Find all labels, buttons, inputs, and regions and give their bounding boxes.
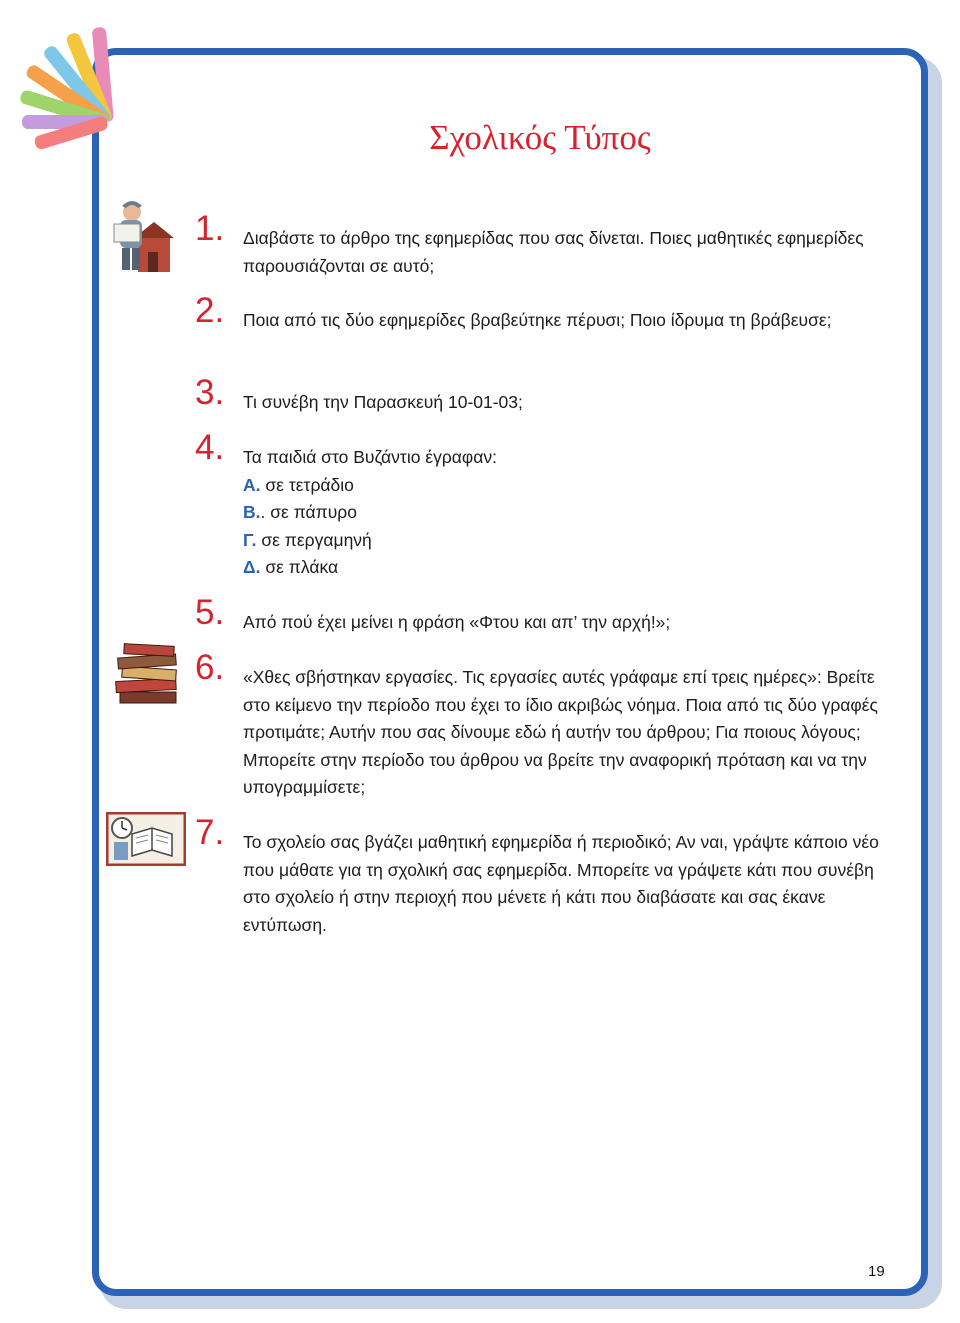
- question-number: 7.: [195, 813, 225, 852]
- option-a: Α. σε τετράδιο: [243, 474, 354, 495]
- reading-man-icon: [108, 196, 178, 276]
- question-number: 3.: [195, 373, 225, 412]
- question-6: [195, 648, 885, 802]
- question-number: 1.: [195, 209, 225, 248]
- question-1: [195, 209, 885, 280]
- question-text: Από πού έχει μείνει η φράση «Φτου και απ’ την αρχή!»;: [243, 612, 671, 632]
- question-text: Το σχολείο σας βγάζει μαθητική εφημερίδα ή περιοδικό; Αν ναι, γράψτε κάποιο νέο που μάθατε για τη σχολική σας εφημερίδα. Μπορείτε να γράψετε κάτι που συνέβη στο σχολείο ή στην περιοχή που μένετε ή κάτι που διαβάσατε και σας έκανε εντύπωση.: [243, 832, 879, 935]
- question-number: 6.: [195, 648, 225, 687]
- page-title: Σχολικός Τύπος: [429, 118, 651, 157]
- clock-book-icon: [106, 812, 186, 866]
- question-text: Τα παιδιά στο Βυζάντιο έγραφαν:: [243, 447, 497, 467]
- option-c: Γ. σε περγαμηνή: [243, 529, 372, 550]
- question-text: Τι συνέβη την Παρασκευή 10-01-03;: [243, 392, 523, 412]
- book-stack-icon: [112, 642, 184, 706]
- question-number: 4.: [195, 428, 225, 467]
- option-b: Β.. σε πάπυρο: [243, 502, 357, 522]
- question-3: [195, 373, 885, 417]
- question-text: «Χθες σβήστηκαν εργασίες. Τις εργασίες αυτές γράφαμε επί τρεις ημέρες»: Βρείτε στο κείμενο την περίοδο που έχει το ίδιο ακριβώς νόημα. Ποια από τις δύο γραφές προτιμάτε; Αυτήν που σας δίνουμε εδώ ή αυτήν του άρθρου; Για ποιους λόγους; Μπορείτε στην περίοδο του άρθρου να βρείτε την αναφορική πρόταση και να την υπογραμμίσετε;: [243, 667, 878, 797]
- question-4: [195, 428, 885, 582]
- question-5: [195, 593, 885, 637]
- question-number: 5.: [195, 593, 225, 632]
- option-d: Δ. σε πλάκα: [243, 557, 339, 577]
- question-2: [195, 291, 885, 335]
- question-7: [195, 813, 885, 939]
- question-text: Ποια από τις δύο εφημερίδες βραβεύτηκε πέρυσι; Ποιο ίδρυμα τη βράβευσε;: [243, 310, 832, 330]
- question-text: Διαβάστε το άρθρο της εφημερίδας που σας δίνεται. Ποιες μαθητικές εφημερίδες παρουσιάζονται σε αυτό;: [243, 228, 864, 276]
- question-number: 2.: [195, 291, 225, 330]
- page-number: 19: [868, 1263, 885, 1280]
